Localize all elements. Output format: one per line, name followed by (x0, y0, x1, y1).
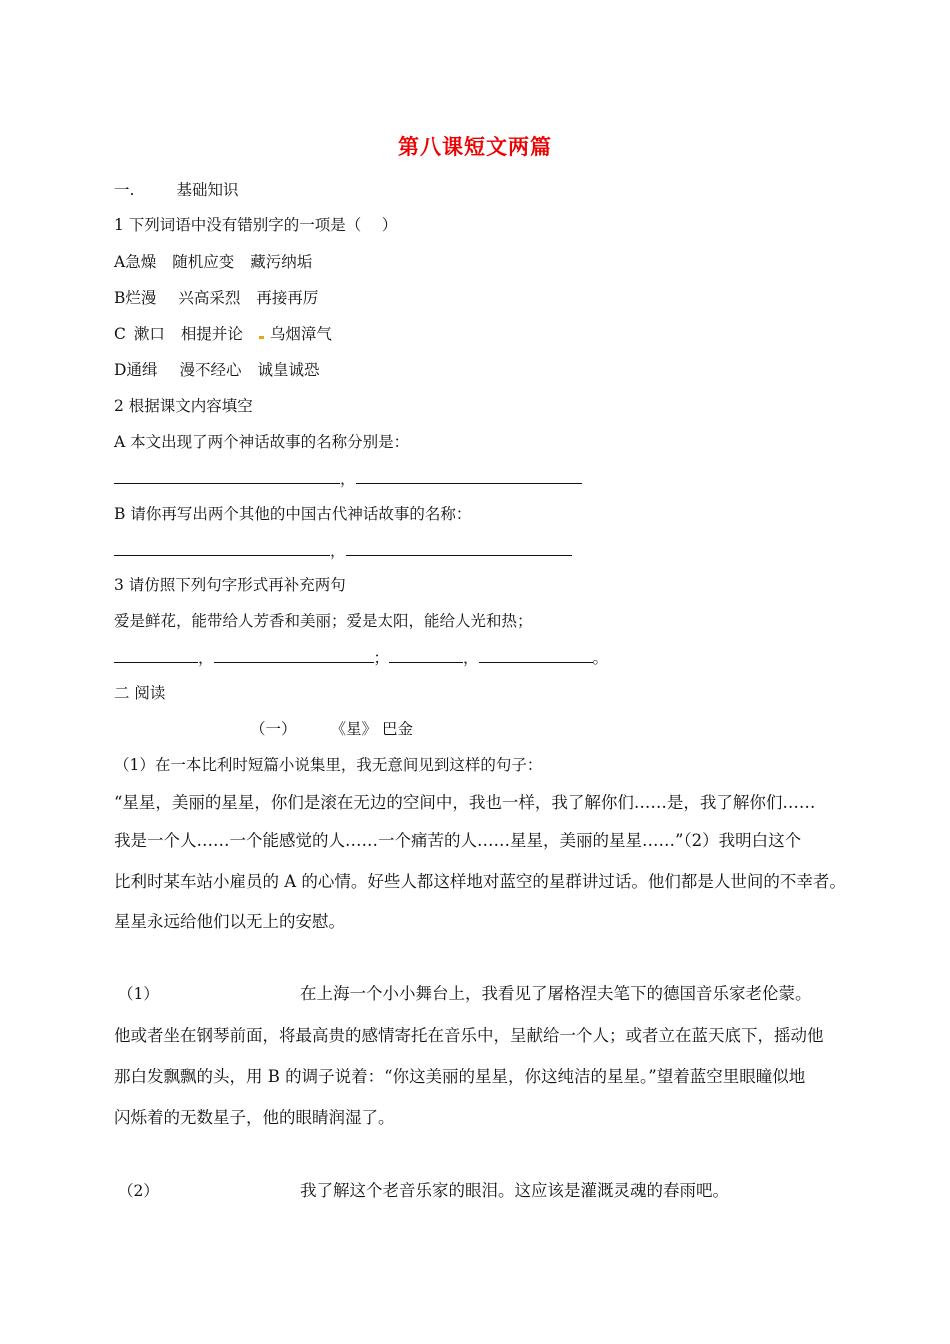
option-word: 相提并论 (180, 325, 243, 343)
answer-blank[interactable] (389, 645, 463, 663)
answer-blank[interactable] (479, 645, 593, 663)
passage-1-line: 我是一个人……一个能感觉的人……一个痛苦的人……星星，美丽的星星……”（2）我明白这个 (114, 831, 802, 850)
option-a (114, 252, 312, 272)
answer-line-row-a (114, 466, 582, 489)
section-heading-2: 二 阅读 (114, 684, 166, 702)
option-word: 漫不经心 (179, 361, 242, 379)
answer-blank[interactable] (214, 645, 374, 663)
section-number: 一. (114, 181, 135, 199)
passage-3-number: （2） (118, 1182, 159, 1200)
answer-blank[interactable] (114, 538, 330, 556)
option-d (114, 360, 319, 380)
answer-blank[interactable] (114, 466, 340, 484)
period: 。 (592, 649, 609, 667)
answer-line-row-c (114, 645, 608, 668)
passage-1-line: “星星，美丽的星星，你们是滚在无边的空间中，我也一样，我了解你们……是，我了解你们…… (114, 793, 816, 812)
passage-1-line: 比利时某车站小雇员的 A 的心情。好些人都这样地对蓝空的星群讲过话。他们都是人世间的不幸者。 (114, 872, 846, 891)
question-1-stem: 1 下列词语中没有错别字的一项是（ ） (114, 216, 398, 234)
question-2-a: A 本文出现了两个神话故事的名称分别是： (114, 433, 410, 451)
option-label: A (114, 253, 126, 271)
section-heading-1 (114, 180, 238, 200)
question-3-example: 爱是鲜花，能带给人芳香和美丽；爱是太阳，能给人光和热； (114, 612, 533, 630)
section-title: 基础知识 (176, 181, 239, 199)
option-word: 烂漫 (125, 289, 157, 307)
option-word: 急燥 (125, 253, 157, 271)
passage-2-number: （1） (118, 985, 159, 1003)
option-word: 藏污纳垢 (250, 253, 313, 271)
answer-blank[interactable] (346, 538, 572, 556)
comma: ， (340, 470, 356, 488)
option-word: 诚皇诚恐 (257, 361, 320, 379)
passage-2-line: 那白发飘飘的头，用 B 的调子说着：“你这美丽的星星，你这纯洁的星星。”望着蓝空里眼瞳似地 (114, 1067, 806, 1086)
passage-2-line: 他或者坐在钢琴前面，将最高贵的感情寄托在音乐中，呈献给一个人；或者立在蓝天底下，摇动他 (114, 1026, 824, 1045)
page-title: 第八课短文两篇 (398, 135, 552, 159)
comma: ， (330, 542, 346, 560)
option-label: C (114, 325, 126, 343)
option-word: 随机应变 (172, 253, 235, 271)
semicolon: ； (373, 649, 390, 667)
passage-2-first-line: 在上海一个小小舞台上，我看见了屠格涅夫笔下的德国音乐家老伦蒙。 (300, 984, 812, 1003)
option-word: 再接再厉 (256, 289, 319, 307)
comma: ， (198, 649, 214, 667)
highlight-mark (259, 336, 264, 339)
question-2-stem: 2 根据课文内容填空 (114, 397, 253, 415)
question-2-b: B 请你再写出两个其他的中国古代神话故事的名称： (114, 505, 472, 523)
option-word: 通缉 (126, 361, 158, 379)
answer-line-row-b (114, 538, 572, 561)
answer-blank[interactable] (356, 466, 582, 484)
option-word: 漱口 (133, 325, 165, 343)
comma: ， (463, 649, 479, 667)
question-3-stem: 3 请仿照下列句字形式再补充两句 (114, 576, 346, 594)
passage-1-lead: （1）在一本比利时短篇小说集里，我无意间见到这样的句子： (114, 756, 543, 774)
option-b (114, 288, 318, 308)
option-label: B (114, 289, 126, 307)
answer-blank[interactable] (114, 645, 198, 663)
option-label: D (114, 361, 127, 379)
passage-1-line: 星星永远给他们以无上的安慰。 (114, 912, 345, 931)
passage-3-first-line: 我了解这个老音乐家的眼泪。这应该是灌溉灵魂的春雨吧。 (300, 1181, 729, 1200)
reading-number: （一） (250, 720, 297, 738)
option-word: 乌烟漳气 (269, 325, 332, 343)
reading-title: 《星》 巴金 (330, 720, 413, 738)
option-word: 兴高采烈 (178, 289, 241, 307)
option-c (114, 324, 332, 344)
reading-subtitle (250, 719, 413, 739)
passage-2-line: 闪烁着的无数星子，他的眼睛润湿了。 (114, 1108, 395, 1127)
